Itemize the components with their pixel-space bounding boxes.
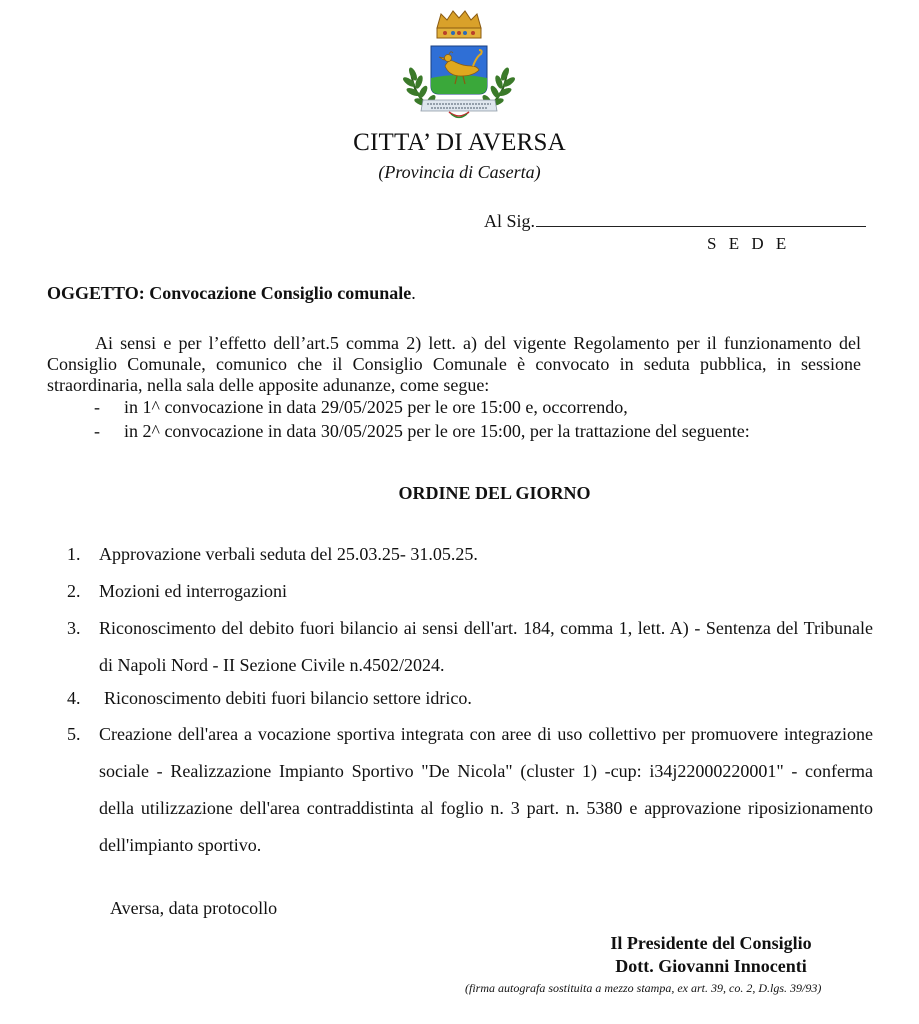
addressee-blank-line xyxy=(536,210,866,227)
agenda-item-text: Riconoscimento del debito fuori bilancio ai sensi dell'art. 184, comma 1, lett. A) - Sentenza del Tribunale di Napoli Nord - II Sezione Civile n.4502/2024. xyxy=(99,618,873,675)
city-title: CITTA’ DI AVERSA xyxy=(353,129,566,156)
agenda-item-text: Approvazione verbali seduta del 25.03.25- 31.05.25. xyxy=(99,544,478,564)
motto-banner-icon xyxy=(421,100,497,118)
subject-label: OGGETTO: xyxy=(47,283,145,303)
subject-line xyxy=(47,283,416,304)
bullet-text: in 2^ convocazione in data 30/05/2025 per le ore 15:00, per la trattazione del seguente: xyxy=(124,421,750,441)
agenda-item-text: Riconoscimento debiti fuori bilancio settore idrico. xyxy=(104,688,472,708)
agenda-item xyxy=(67,680,873,717)
bullet-dash: - xyxy=(94,421,100,441)
agenda-item xyxy=(67,716,873,864)
addressee-label: Al Sig. xyxy=(484,211,536,231)
agenda-item xyxy=(67,536,873,573)
coat-of-arms-icon xyxy=(393,8,525,126)
agenda-item xyxy=(67,573,873,610)
bullet-text: in 1^ convocazione in data 29/05/2025 per le ore 15:00 e, occorrendo, xyxy=(124,397,628,417)
signature-note: (firma autografa sostituita a mezzo stampa, ex art. 39, co. 2, D.lgs. 39/93) xyxy=(465,981,822,995)
agenda-item-text: Mozioni ed interrogazioni xyxy=(99,581,287,601)
agenda-item-text: Creazione dell'area a vocazione sportiva integrata con aree di uso collettivo per promuovere integrazione sociale - Realizzazione Impianto Sportivo "De Nicola" (cluster 1) -cup: i34j22000220001" - conferma della utilizzazione dell'area contraddistinta al foglio n. 3 part. n. 5380 e approvazione riposizionamento dell'impianto sportivo. xyxy=(99,724,873,855)
agenda-item-number: 4. xyxy=(67,688,81,708)
addressee-block xyxy=(484,210,866,232)
agenda-item-number: 2. xyxy=(67,581,81,601)
coat-of-arms-emblem xyxy=(393,8,525,126)
shield-icon xyxy=(431,46,487,94)
signer-role: Il Presidente del Consiglio xyxy=(610,933,812,953)
signer-name: Dott. Giovanni Innocenti xyxy=(615,956,807,976)
addressee-location: S E D E xyxy=(707,234,791,253)
place-date: Aversa, data protocollo xyxy=(110,898,278,918)
subject-text: Convocazione Consiglio comunale xyxy=(144,283,412,303)
agenda-item-number: 5. xyxy=(67,724,81,744)
agenda-item-number: 1. xyxy=(67,544,81,564)
agenda-item-number: 3. xyxy=(67,618,81,638)
body-paragraph: Ai sensi e per l’effetto dell’art.5 comma 2) lett. a) del vigente Regolamento per il funzionamento del Consiglio Comunale, comunico che il Consiglio Comunale è convocato in seduta pubblica, in sessione straordinaria, nella sala delle apposite adunanze, come segue: xyxy=(47,333,861,395)
agenda-title: ORDINE DEL GIORNO xyxy=(398,483,591,503)
body-paragraph-block xyxy=(47,333,861,396)
province-subtitle: (Provincia di Caserta) xyxy=(378,162,541,182)
crown-icon xyxy=(437,11,481,38)
subject-period: . xyxy=(411,283,416,303)
agenda-item xyxy=(67,610,873,684)
bullet-dash: - xyxy=(94,397,100,417)
